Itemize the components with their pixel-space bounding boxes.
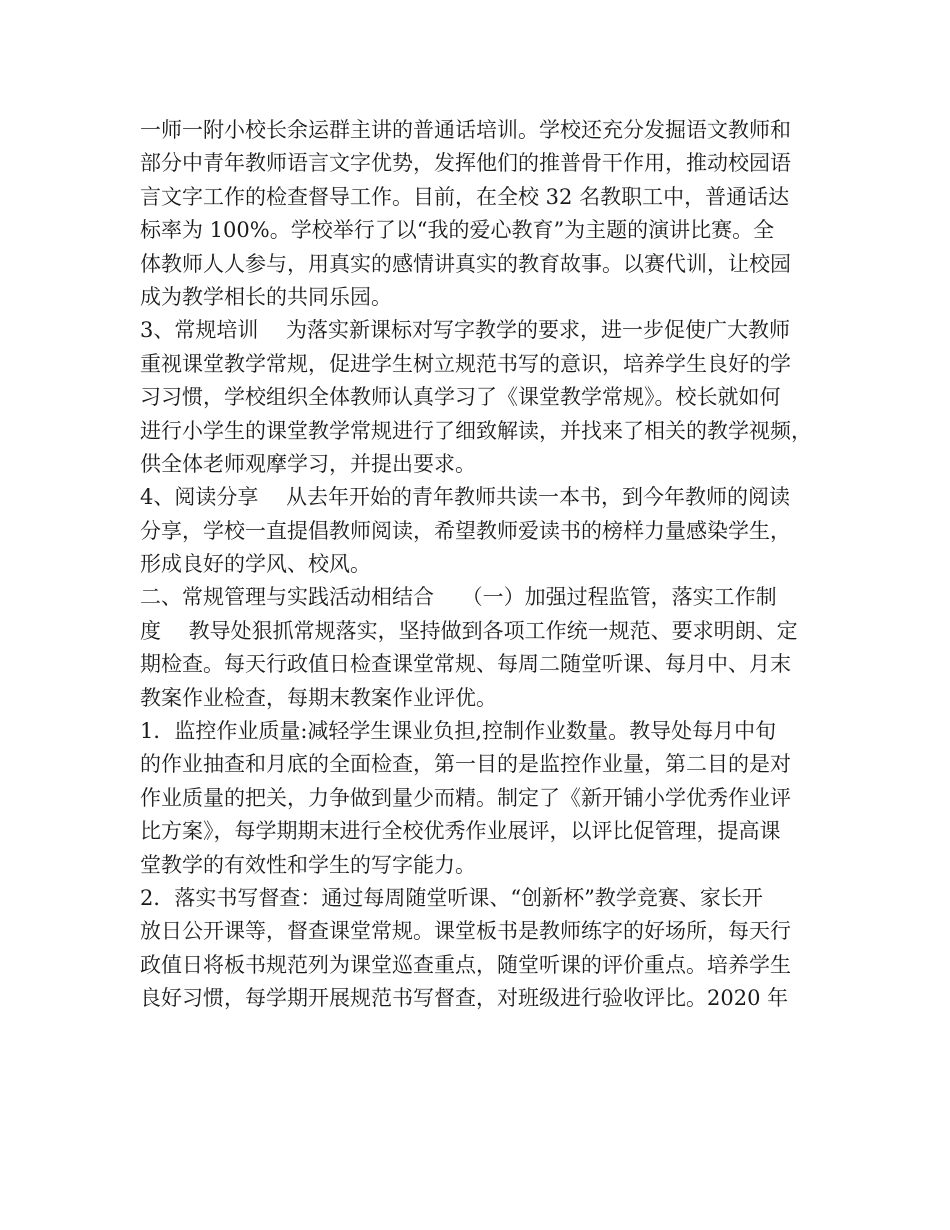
text-line: 进行小学生的课堂教学常规进行了细致解读，并找来了相关的教学视频， [140,418,812,443]
text-line: 放日公开课等，督查课堂常规。课堂板书是教师练字的好场所，每天行 [140,919,791,944]
text-line: 1．监控作业质量:减轻学生课业负担,控制作业数量。教导处每月中旬 [140,719,777,744]
text-line: 期检查。每天行政值日检查课堂常规、每周二随堂听课、每月中、月末 [140,652,791,677]
text-line: 言文字工作的检查督导工作。目前，在全校 32 名教职工中，普通话达 [140,184,790,209]
text-line: 习习惯，学校组织全体教师认真学习了《课堂教学常规》。校长就如何 [140,385,781,410]
text-line: 3、常规培训 为落实新课标对写字教学的要求，进一步促使广大教师 [140,318,791,343]
text-line: 一师一附小校长余运群主讲的普通话培训。学校还充分发掘语文教师和 [140,118,791,142]
text-line: 二、常规管理与实践活动相结合 （一）加强过程监管，落实工作制 [140,585,777,610]
text-line: 分享，学校一直提倡教师阅读，希望教师爱读书的榜样力量感染学生， [140,518,791,543]
text-line: 政值日将板书规范列为课堂巡查重点，随堂听课的评价重点。培养学生 [140,952,791,977]
text-line: 供全体老师观摩学习，并提出要求。 [140,451,476,476]
text-line: 体教师人人参与，用真实的感情讲真实的教育故事。以赛代训，让校园 [140,251,791,276]
text-line: 度 教导处狠抓常规落实，坚持做到各项工作统一规范、要求明朗、定 [140,618,798,643]
text-line: 良好习惯，每学期开展规范书写督查，对班级进行验收评比。2020 年 [140,986,789,1011]
text-line: 教案作业检查，每期末教案作业评优。 [140,685,497,710]
text-line: 部分中青年教师语言文字优势，发挥他们的推普骨干作用，推动校园语 [140,151,791,176]
text-line: 的作业抽查和月底的全面检查，第一目的是监控作业量，第二目的是对 [140,752,791,777]
body-text [140,114,830,1016]
text-line: 2．落实书写督查：通过每周随堂听课、“创新杯”教学竞赛、家长开 [140,885,763,910]
text-line: 重视课堂教学常规，促进学生树立规范书写的意识，培养学生良好的学 [140,351,791,376]
text-line: 4、阅读分享 从去年开始的青年教师共读一本书，到今年教师的阅读 [140,485,791,510]
text-line: 比方案》，每学期期末进行全校优秀作业展评，以评比促管理，提高课 [140,819,781,844]
text-line: 作业质量的把关，力争做到量少而精。制定了《新开铺小学优秀作业评 [140,785,791,810]
text-line: 成为教学相长的共同乐园。 [140,284,392,309]
text-line: 堂教学的有效性和学生的写字能力。 [140,852,476,877]
text-line: 形成良好的学风、校风。 [140,552,371,577]
text-line: 标率为 100%。学校举行了以“我的爱心教育”为主题的演讲比赛。全 [140,218,775,243]
